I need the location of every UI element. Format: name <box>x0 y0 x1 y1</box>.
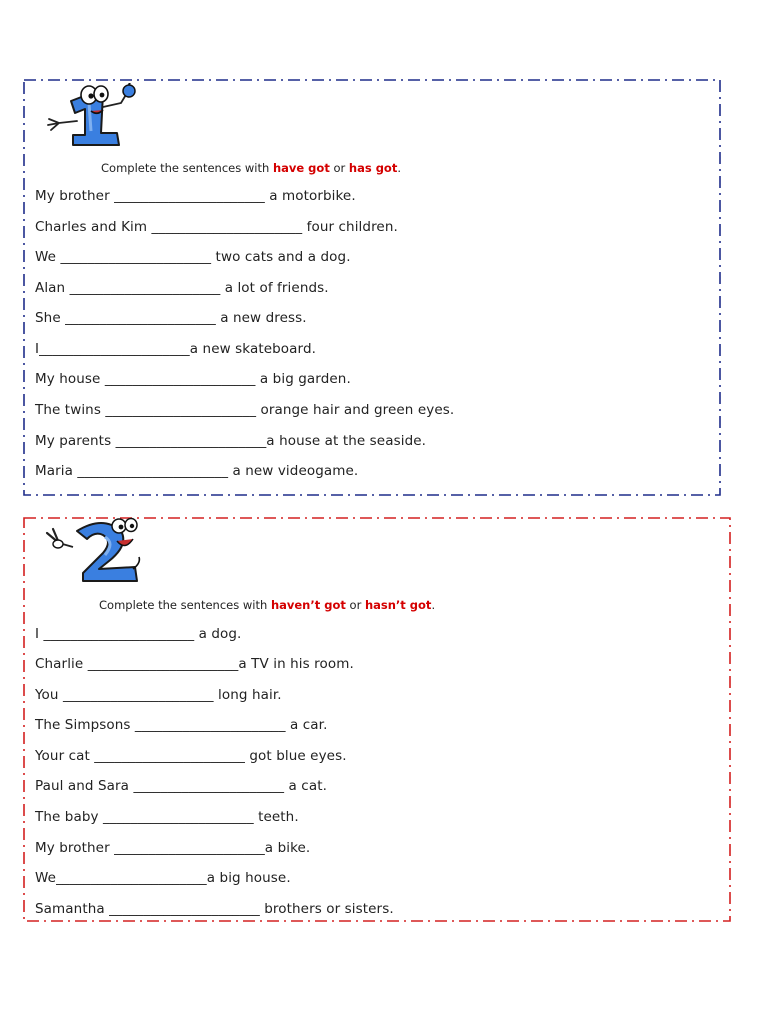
sentence-line: Charlie ______________________a TV in his room. <box>35 656 354 672</box>
sentence-line: The twins ______________________ orange hair and green eyes. <box>35 402 455 418</box>
sentence-line: Paul and Sara ______________________ a cat. <box>35 778 327 794</box>
sentence-line: I ______________________ a dog. <box>35 626 242 642</box>
number-one-mascot-icon <box>45 83 147 149</box>
option-has-got: has got <box>348 161 398 175</box>
sentence-line: My house ______________________ a big garden. <box>35 371 351 387</box>
sentence-line: Charles and Kim ______________________ four children. <box>35 219 398 235</box>
sentence-line: The baby ______________________ teeth. <box>35 809 299 825</box>
number-two-mascot-icon <box>43 517 143 585</box>
sentence-line: You ______________________ long hair. <box>35 687 282 703</box>
sentence-line: Your cat ______________________ got blue eyes. <box>35 748 347 764</box>
sentence-line: We ______________________ two cats and a dog. <box>35 249 351 265</box>
sentence-line: My brother ______________________a bike. <box>35 840 311 856</box>
option-have-got: have got <box>272 161 330 175</box>
instruction-2: Complete the sentences with haven’t got or hasn’t got. <box>99 598 436 612</box>
exercise-2 <box>23 517 731 922</box>
sentence-line: Alan ______________________ a lot of friends. <box>35 280 329 296</box>
sentence-line: Samantha ______________________ brothers or sisters. <box>35 901 394 917</box>
instruction-1: Complete the sentences with have got or has got. <box>101 161 401 175</box>
sentence-line: I______________________a new skateboard. <box>35 341 317 357</box>
sentence-line: My brother ______________________ a motorbike. <box>35 188 356 204</box>
option-havent-got: haven’t got <box>270 598 346 612</box>
sentence-line: She ______________________ a new dress. <box>35 310 307 326</box>
sentence-line: The Simpsons ______________________ a car. <box>35 717 328 733</box>
sentence-line: My parents ______________________a house at the seaside. <box>35 433 427 449</box>
option-hasnt-got: hasn’t got <box>364 598 432 612</box>
sentence-line: We______________________a big house. <box>35 870 291 886</box>
exercise-1 <box>23 79 721 496</box>
sentence-line: Maria ______________________ a new videogame. <box>35 463 359 479</box>
